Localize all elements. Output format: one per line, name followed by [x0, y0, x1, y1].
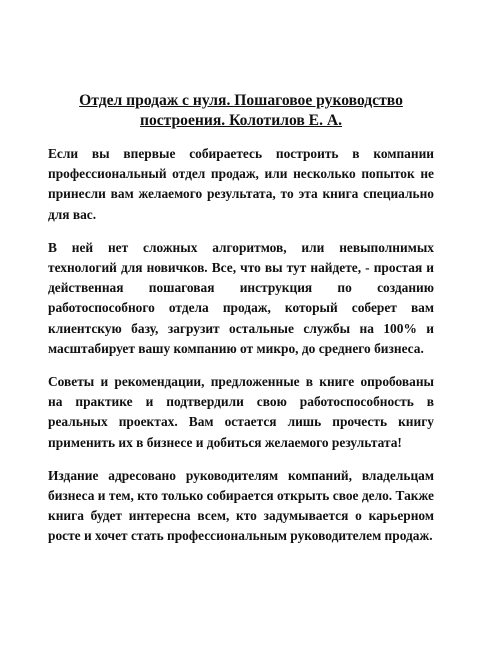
- document-body: [48, 91, 434, 560]
- paragraph-content: В ней нет сложных алгоритмов, или невыполнимых технологий для новичков. Все, что вы тут найдете, - простая и действенная пошаговая инструкция по созданию работоспособного отдела продаж, который соберет вам клиентскую базу, загрузит остальные службы на 100% и масштабирует вашу компанию от микро, до среднего бизнеса.: [48, 239, 434, 356]
- document-title: Отдел продаж с нуля. Пошаговое руководство построения. Колотилов Е. А.: [79, 92, 403, 129]
- paragraph-audience: Издание адресовано руководителям компаний, владельцам бизнеса и тем, кто только собирается открыть свое дело. Также книга будет интересна всем, кто задумывается о карьерном росте и хочет стать профессиональным руководителем продаж.: [48, 467, 434, 544]
- paragraph-advice: Советы и рекомендации, предложенные в книге опробованы на практике и подтвердили свою работоспособность в реальных проектах. Вам остается лишь прочесть книгу применить их в бизнесе и добиться желаемого результата!: [48, 374, 434, 450]
- paragraph-intro: Если вы впервые собираетесь построить в компании профессиональный отдел продаж, или несколько попыток не принесли вам желаемого результата, то эта книга специально для вас.: [48, 146, 434, 222]
